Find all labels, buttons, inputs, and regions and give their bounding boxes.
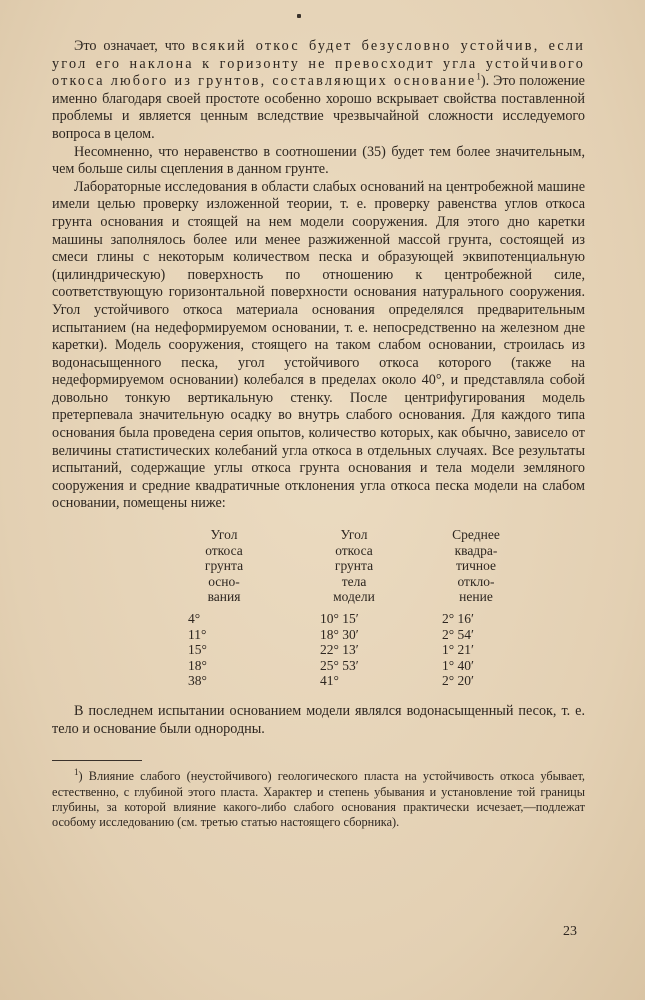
table-row: 11° 18° 30′ 2° 54′ — [188, 626, 474, 642]
print-mark — [297, 14, 301, 18]
footnote-marker: 1 — [74, 767, 79, 778]
emphasized-statement: всякий откос будет безусловно устойчив, если угол его наклона к горизонту не превосходит угла устойчивого откоса любого из грунтов, составляющих основание — [52, 38, 585, 90]
paragraph-4: В последнем испытании основанием модели являлся водонасыщенный песок, т. е. тело и основание были однородны. — [52, 702, 585, 737]
page-number: 23 — [563, 924, 577, 939]
footnote-ref: 1 — [476, 71, 481, 82]
table-row: 38° 41° 2° 20′ — [188, 673, 474, 689]
footnote: $^1$) Влияние слабого (неустойчивого) геологического пласта на устойчивость откоса убывает, естественно, с глубиной этого пласта. Характер и степень убывания и установление той границы глубины, за которой влияние какого-либо слабого основания практически исчезает,—подлежат особому исследованию (см. третью статью настоящего сборника). — [52, 767, 585, 830]
header-col-1: Угол откоса грунта осно- вания — [204, 527, 244, 605]
paragraph-3: Лабораторные исследования в области слабых оснований на центробежной машине имели целью проверку изложенной теории, т. е. проверку равенства углов откоса грунта основания и стоящей на нем модели сооружения. Для этого дно каретки машины заполнялось более или менее разжиженной массой грунта, состоящей из смеси глины с некоторым количеством песка и образующей эквипотенциальную (цилиндрическую) поверхность по отношению к центробежной силе, соответствующую горизонтальной поверхности основания натурального сооружения. Угол устойчивого откоса материала основания определялся предварительным испытанием (на недеформируемом основании, т. е. непосредственно на железном дне каретки). Модель сооружения, стоящего на таком слабом основании, строилась из водонасыщенного песка, угол устойчивого откоса которого (также на недеформируемом основании) колебался в пределах около 40°, и представляла собой довольно тонкую вертикальную стенку. После центрифугирования модель претерпевала значительную осадку во внутрь слабого основания. Для каждого типа основания была проведена серия опытов, количество которых, как обычно, зависело от величины статистических колебаний угла откоса в отдельных случаях. Все результаты испытаний, содержащие углы откоса грунта основания и тела модели земляного сооружения и средние квадратичные отклонения угла откоса песка модели на слабом основании, помещены ниже: — [52, 178, 585, 512]
results-table — [160, 527, 532, 689]
table-row: 18° 25° 53′ 1° 40′ — [188, 657, 474, 673]
paragraph-1: Это означает, что всякий откос будет безусловно устойчив, если угол его наклона к горизонту не превосходит угла устойчивого откоса любого из грунтов, составляющих основание$^1$). Это положение именно благодаря своей простоте особенно хорошо вскрывает свойства поставленной проблемы и является ценным вследствие чрезвычайной сложности исследуемого вопроса в целом. — [52, 38, 585, 142]
table-row: 4° 10° 15′ 2° 16′ — [188, 611, 474, 626]
header-col-2: Угол откоса грунта тела модели — [333, 527, 375, 605]
footnote-divider — [52, 760, 142, 761]
paragraph-2: Несомненно, что неравенство в соотношении (35) будет тем более значительным, чем больше силы сцепления в данном грунте. — [52, 143, 585, 178]
table-row: 15° 22° 13′ 1° 21′ — [188, 642, 474, 658]
table-header-row — [160, 527, 532, 611]
header-col-3: Среднее квадра- тичное откло- нение — [452, 527, 500, 605]
